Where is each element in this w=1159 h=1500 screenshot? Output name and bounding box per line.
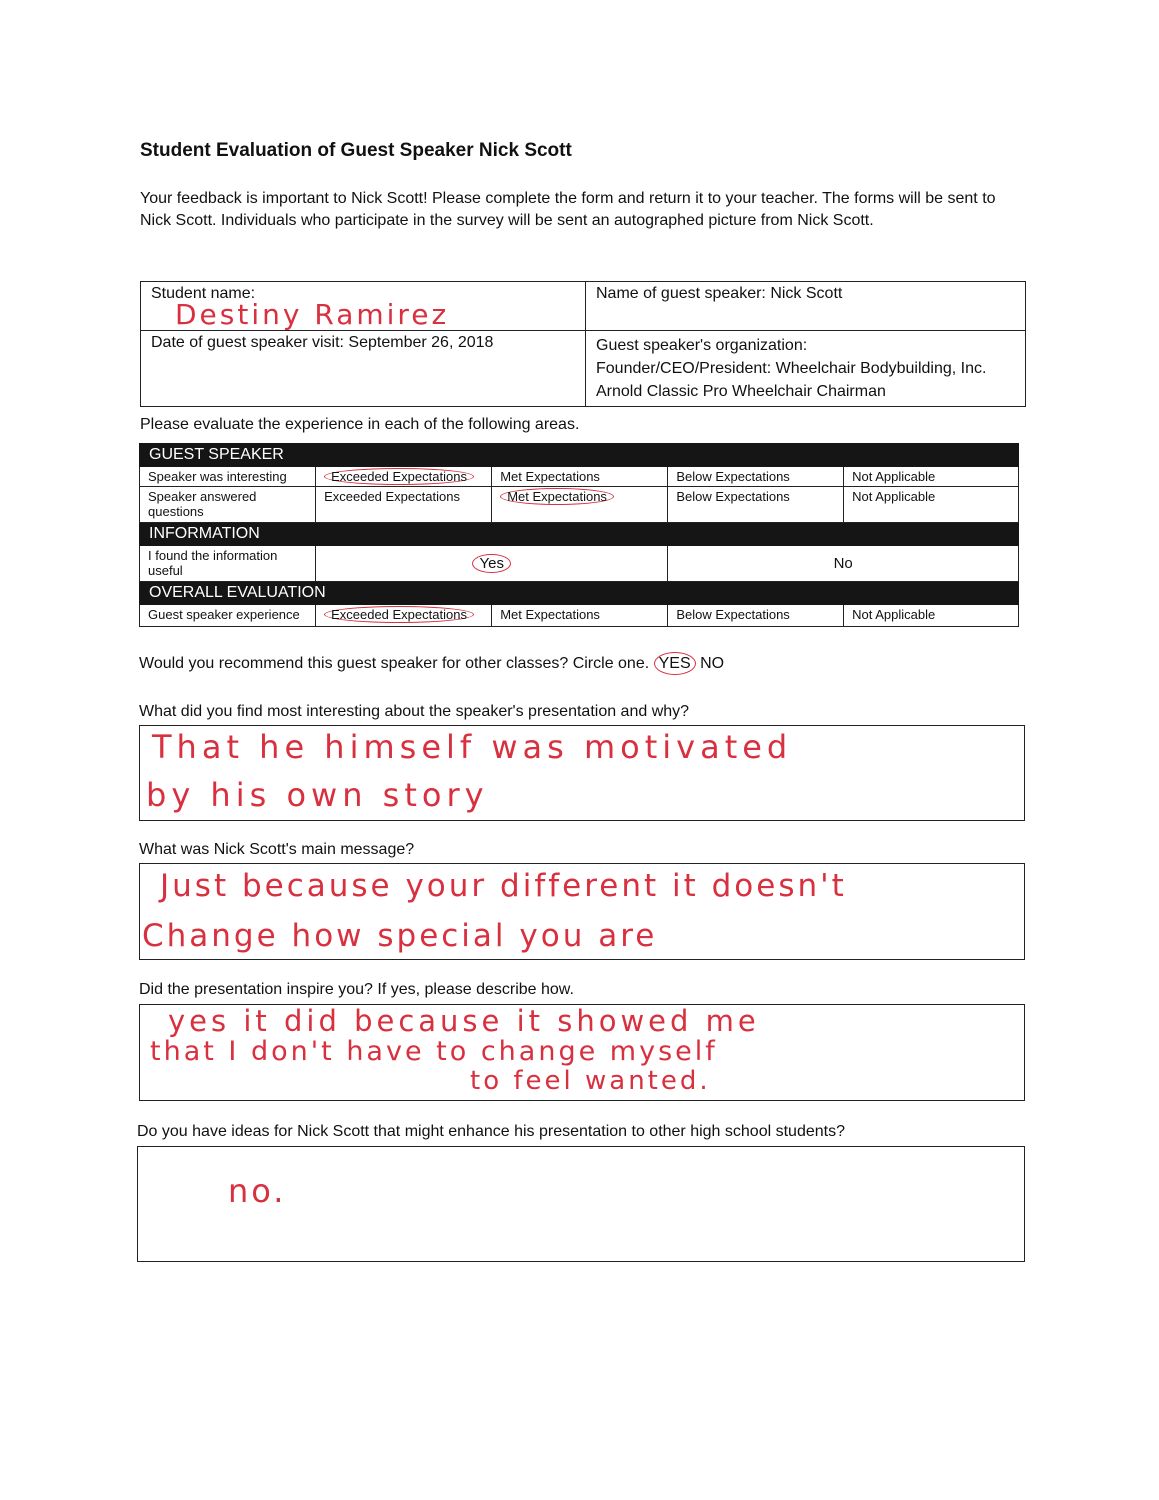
row-label-useful: I found the information useful — [140, 546, 316, 582]
answer-1-line-1: That he himself was motivated — [152, 728, 793, 766]
option-experience-exceeded[interactable] — [316, 605, 492, 627]
option-experience-na[interactable]: Not Applicable — [844, 605, 1019, 627]
option-interesting-met[interactable]: Met Expectations — [492, 467, 668, 487]
answer-3-line-2: that I don't have to change myself — [150, 1036, 718, 1067]
option-useful-yes[interactable] — [316, 546, 668, 582]
recommend-row — [139, 655, 724, 673]
organization-cell — [586, 331, 1026, 407]
row-label-experience: Guest speaker experience — [140, 605, 316, 627]
section-overall: OVERALL EVALUATION — [140, 582, 1019, 605]
selected-mark: Yes — [472, 554, 510, 573]
speaker-name: Name of guest speaker: Nick Scott — [596, 285, 843, 302]
option-useful-no[interactable]: No — [668, 546, 1019, 582]
evaluation-lead: Please evaluate the experience in each of the following areas. — [140, 416, 580, 433]
question-4: Do you have ideas for Nick Scott that might enhance his presentation to other high school students? — [137, 1123, 845, 1140]
answer-4: no. — [228, 1172, 287, 1210]
evaluation-table — [139, 443, 1019, 627]
recommend-question: Would you recommend this guest speaker for other classes? Circle one. — [139, 655, 650, 672]
question-1: What did you find most interesting about the speaker's presentation and why? — [139, 703, 690, 720]
recommend-yes[interactable]: YES — [654, 652, 696, 675]
option-interesting-exceeded[interactable] — [316, 467, 492, 487]
organization-line-2: Arnold Classic Pro Wheelchair Chairman — [596, 383, 886, 400]
student-name-label: Student name: — [151, 285, 256, 302]
option-experience-met[interactable]: Met Expectations — [492, 605, 668, 627]
organization-line-1: Founder/CEO/President: Wheelchair Bodybuilding, Inc. — [596, 360, 987, 377]
info-table — [140, 281, 1026, 407]
option-interesting-na[interactable]: Not Applicable — [844, 467, 1019, 487]
selected-mark: Met Expectations — [500, 488, 614, 505]
question-3: Did the presentation inspire you? If yes, please describe how. — [139, 981, 574, 998]
section-information: INFORMATION — [140, 523, 1019, 546]
row-label-interesting: Speaker was interesting — [140, 467, 316, 487]
student-name-cell[interactable] — [141, 282, 586, 331]
section-guest-speaker: GUEST SPEAKER — [140, 444, 1019, 467]
option-answered-na[interactable]: Not Applicable — [844, 487, 1019, 523]
selected-mark: Exceeded Expectations — [324, 468, 474, 485]
organization-label: Guest speaker's organization: — [596, 337, 808, 354]
selected-mark: Exceeded Expectations — [324, 606, 474, 623]
recommend-no[interactable]: NO — [700, 655, 725, 672]
option-answered-exceeded[interactable]: Exceeded Expectations — [316, 487, 492, 523]
visit-date-cell — [141, 331, 586, 407]
student-name-value: Destiny Ramirez — [175, 298, 450, 331]
visit-date: Date of guest speaker visit: September 26, 2018 — [151, 334, 494, 351]
option-interesting-below[interactable]: Below Expectations — [668, 467, 844, 487]
answer-2-line-1: Just because your different it doesn't — [160, 868, 847, 904]
option-experience-below[interactable]: Below Expectations — [668, 605, 844, 627]
speaker-name-cell — [586, 282, 1026, 331]
option-answered-met[interactable] — [492, 487, 668, 523]
form-intro: Your feedback is important to Nick Scott! Please complete the form and return it to your teacher. The forms will be sent to Nick Scott. Individuals who participate in the survey will be sent an autographed picture from Nick Scott. — [140, 190, 996, 229]
option-answered-below[interactable]: Below Expectations — [668, 487, 844, 523]
answer-3-line-1: yes it did because it showed me — [168, 1004, 760, 1038]
form-title: Student Evaluation of Guest Speaker Nick Scott — [140, 140, 572, 161]
question-2: What was Nick Scott's main message? — [139, 841, 415, 858]
answer-3-line-3: to feel wanted. — [470, 1066, 711, 1096]
answer-1-line-2: by his own story — [146, 776, 489, 814]
row-label-answered: Speaker answered questions — [140, 487, 316, 523]
answer-2-line-2: Change how special you are — [142, 918, 658, 954]
